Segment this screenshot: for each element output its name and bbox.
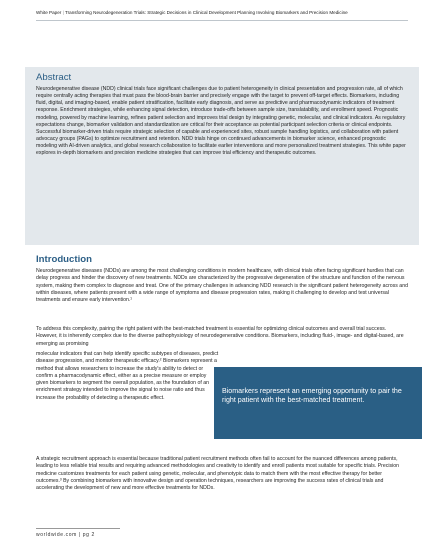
- header-title: Transforming Neurodegeneration Trials: Strategic Decisions in Clinical Development Planning Involving Biomarkers and Precision Medicine: [64, 10, 348, 15]
- pull-quote-text: Biomarkers represent an emerging opportunity to pair the right patient with the best-matched treatment.: [222, 387, 402, 405]
- header-separator: |: [62, 10, 64, 15]
- introduction-heading: Introduction: [36, 254, 92, 265]
- header-divider: [36, 20, 408, 21]
- intro-paragraph-3: molecular indicators that can help identify specific subtypes of diseases, predict disease progression, and monitor therapeutic efficacy.² Biomarkers represent a method that allows researchers to increase the study's ability to detect or confirm a pharmacodynamic effect, either as a precise measure or employ given biomarkers to segment the overall population, as the foundation of an enrichment strategy intended to improve the signal to noise ratio and thus increase the probability of detecting a therapeutic effect.: [36, 351, 219, 401]
- page-footer: worldwide.com | pg 2: [36, 532, 95, 538]
- footer-divider: [36, 528, 120, 529]
- intro-paragraph-1: Neurodegenerative diseases (NDDs) are among the most challenging conditions in modern healthcare, with clinical trials often facing significant hurdles that can delay progress and hinder the discovery of new treatments. NDDs are characterized by the progressive degeneration of the structure and function of the nervous system, making them complex to diagnose and treat. One of the primary challenges in advancing NDD research is the significant patient heterogeneity across and within diseases, where patients present with a wide range of symptoms and disease progression rates, making it challenging to develop and test universal treatments and ensure early intervention.¹: [36, 268, 408, 304]
- header-doc-type: White Paper: [36, 10, 62, 15]
- intro-paragraph-4: A strategic recruitment approach is essential because traditional patient recruitment methods often fail to account for the nuanced differences among patients, leading to less reliable trial results and requiring advanced methodologies and creativity to identify and enroll patients most suitable for specific trials. Precision medicine customizes treatments for each patient using genetic, molecular, and phenotypic data to match them with the most effective therapy for better outcomes.³ By combining biomarkers with innovative design and operation techniques, researchers are improving the success rates of clinical trials and accelerating the development of new and more effective treatments for NDDs.: [36, 456, 400, 492]
- running-header: [36, 10, 408, 16]
- abstract-body: Neurodegenerative disease (NDD) clinical trials face significant challenges due to patient heterogeneity in clinical presentation and progression rate, all of which require centrally acting therapies that must pass the blood-brain barrier and precisely engage with the target to prevent off-target effects. Biomarkers, including fluid, digital, and imaging-based, enable patient stratification, facilitate early diagnosis, and serve as predictive and pharmacodynamic indicators of treatment response. Enrichment strategies, while enhancing signal detection, introduce trade-offs between sample size, translatability, and enrollment speed. Prognostic modeling, powered by machine learning, refines patient selection and improves trial design by integrating genetic, molecular, and clinical indicators. As regulatory expectations change, biomarker validation and standardization are critical for their acceptance as potential participant selection criteria or clinical endpoints. Successful biomarker-driven trials require strategic selection of capable and experienced sites, robust sample handling logistics, and collaboration with patient advocacy groups (PAGs) to optimize recruitment and retention. NDD trials hinge on continued advancements in biomarker science, enhanced prognostic modeling with AI-driven analytics, and global research collaboration to facilitate earlier interventions and more personalized treatment strategies. This white paper explores in-depth biomarkers and precision medicine strategies that can improve trial efficiency and therapeutic outcomes.: [36, 86, 406, 157]
- intro-paragraph-2: To address this complexity, pairing the right patient with the best-matched treatment is essential for optimizing clinical outcomes and overall trial success. However, it is inherently complex due to the diverse pathophysiology of neurodegenerative conditions. Biomarkers, including fluid-, image- and digital-based, are emerging as promising: [36, 326, 404, 347]
- abstract-heading: Abstract: [36, 72, 72, 83]
